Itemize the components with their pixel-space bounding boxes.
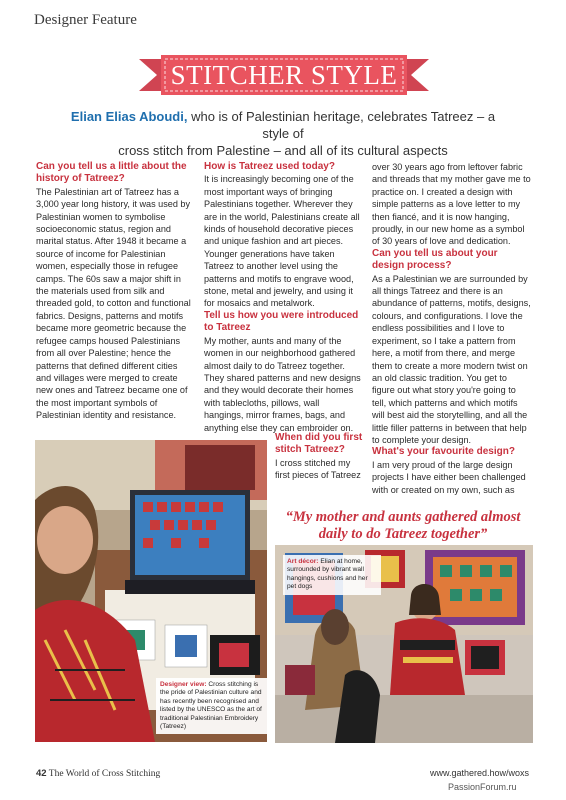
footer-url: www.gathered.how/woxs (430, 768, 530, 778)
question-design-process: Can you tell us about your design process? (372, 247, 498, 272)
answer-design-process: As a Palestinian we are surrounded by all things Tatreez and there is an abundance of patterns, motifs, designs, colours, and configurations. I love the endless possibilities and I love to experiment, so I take a pattern from here, a motif from there, and merge them to create a more modern twist on an old classic tradition. You get to figure out what story you're going to tell, which patterns and which motifs will best aid the storytelling, and all the little filler patterns in between that help to complete your design. (372, 273, 531, 445)
article-column-1 (36, 161, 193, 422)
caption-decor-text: Elian at home, surrounded by vibrant wall hangings, cushions and her pet dogs (287, 558, 368, 591)
magazine-name: The World of Cross Stitching (46, 769, 161, 779)
intro-paragraph (60, 108, 506, 159)
question-today: How is Tatreez used today? (204, 161, 335, 172)
answer-first-stitch-cont: over 30 years ago from leftover fabric and threads that my mother gave me to practice on. I created a design with simple patterns as a love letter to my then fiancé, and it is now hanging, proudly, in our new home as a symbol of 30 years of love and dedication. (372, 162, 531, 247)
question-favourite: What's your favourite design? (372, 446, 515, 458)
article-column-3 (372, 161, 532, 496)
watermark: PassionForum.ru (448, 782, 517, 792)
question-introduced: Tell us how you were introduced to Tatreez (204, 309, 359, 334)
article-column-2-bottom (275, 432, 365, 482)
designer-name: Elian Elias Aboudi, (70, 109, 188, 124)
page-number: 42 (36, 768, 47, 779)
caption-decor-title: Art décor: (287, 558, 319, 565)
caption-designer-text: Cross stitching is the pride of Palestinian culture and has recently been recognised and listed by the UNESCO as the art of traditional Palestinian Embroidery (Tatreez) (160, 681, 262, 731)
answer-favourite: I am very proud of the large design projects I have either been challenged with or created on my own, such as (372, 459, 526, 495)
caption-designer-title: Designer view: (160, 681, 207, 688)
section-label: Designer Feature (34, 12, 137, 28)
caption-designer-view (156, 678, 268, 734)
answer-history: The Palestinian art of Tatreez has a 3,000 year long history, it was used by Palestinian women to symbolise socioeconomic status, region and marital status. After 1948 it became a source of income for Palestinian women, especially those in refugee camps. The 60s saw a major shift in the materials used from silk and threaded gold, to cotton and functional fabrics. Designs, patterns and motifs became more geometric because the refugee camps housed Palestinians from all over Palestine; hence the patterns that defined different cities and villages were merged to create new ones and Tatreez became one of the most important symbols of Palestinian identity and resistance. (36, 186, 191, 421)
title-banner (139, 55, 429, 95)
banner-title: STITCHER STYLE (170, 60, 398, 90)
intro-text-1: who is of Palestinian heritage, celebrates Tatreez – a style of (187, 109, 496, 141)
caption-art-decor (283, 555, 381, 595)
article-column-2 (204, 161, 361, 434)
question-first-stitch: When did you first stitch Tatreez? (275, 432, 363, 456)
answer-today: It is increasingly becoming one of the most important ways of bringing Palestinians together. Wherever they are in the world, Palestinians create all kinds of household decorative pieces and unique fashion and art pieces. Younger generations have taken Tatreez to another level using the patterns and motifs to engrave wood, stone, metal and jewelry, and using it for mosaics and metalwork. (204, 174, 360, 309)
answer-first-stitch: I cross stitched my first pieces of Tatreez (275, 457, 361, 481)
footer-publication (36, 768, 160, 779)
intro-text-2: cross stitch from Palestine – and all of its cultural aspects (118, 143, 448, 158)
answer-introduced: My mother, aunts and many of the women in our neighborhood gathered almost daily to do Tatreez together. They shared patterns and new designs and they would decorate their homes with tablecloths, pillows, wall hangings, mirror frames, bags, and anything else they can embroider on. (204, 335, 361, 433)
question-history: Can you tell us a little about the history of Tatreez? (36, 161, 187, 185)
pull-quote: “My mother and aunts gathered almost daily to do Tatreez together” (285, 509, 521, 542)
